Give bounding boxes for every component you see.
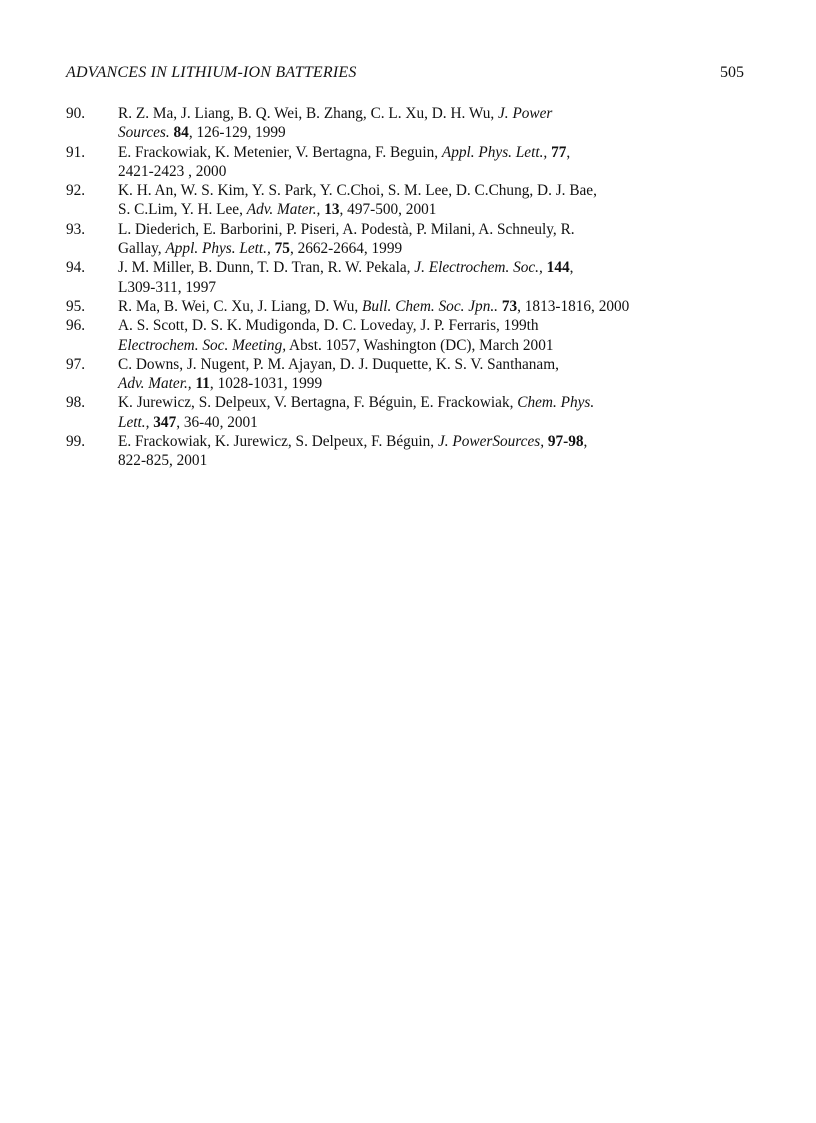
reference-line bbox=[118, 451, 744, 470]
journal-title: Lett., bbox=[118, 413, 150, 431]
reference-list bbox=[66, 104, 744, 471]
reference-text bbox=[118, 432, 744, 471]
citation-segment: A. S. Scott, D. S. K. Mudigonda, D. C. Loveday, J. P. Ferraris, 199th bbox=[118, 317, 539, 335]
reference-line bbox=[118, 143, 744, 162]
reference-line bbox=[118, 104, 744, 123]
citation-segment: L. Diederich, E. Barborini, P. Piseri, A. Podestà, P. Milani, A. Schneuly, R. bbox=[118, 220, 575, 238]
reference-item bbox=[66, 316, 744, 355]
reference-item bbox=[66, 432, 744, 471]
journal-title: Adv. Mater., bbox=[246, 201, 321, 219]
citation-segment: R. Ma, B. Wei, C. Xu, J. Liang, D. Wu, bbox=[118, 297, 363, 315]
reference-line bbox=[118, 355, 744, 374]
journal-title: Appl. Phys. Lett., bbox=[441, 143, 548, 161]
citation-segment: Gallay, bbox=[118, 240, 166, 258]
citation-segment: , 36-40, 2001 bbox=[176, 413, 258, 431]
reference-line bbox=[118, 258, 744, 277]
reference-text bbox=[118, 316, 744, 355]
journal-title: J. Electrochem. Soc., bbox=[414, 259, 543, 277]
reference-line bbox=[118, 239, 744, 258]
citation-segment: , 497-500, 2001 bbox=[339, 201, 437, 219]
reference-number: 91. bbox=[66, 143, 86, 161]
reference-line bbox=[118, 374, 744, 393]
journal-title: Electrochem. Soc. Meeting, bbox=[118, 336, 287, 354]
volume-number: 144 bbox=[546, 259, 570, 277]
reference-number: 93. bbox=[66, 220, 86, 238]
journal-title: Appl. Phys. Lett., bbox=[165, 240, 271, 258]
citation-segment: R. Z. Ma, J. Liang, B. Q. Wei, B. Zhang, C. L. Xu, D. H. Wu, bbox=[118, 105, 498, 122]
reference-line bbox=[118, 393, 744, 412]
citation-segment: , 1813-1816, 2000 bbox=[517, 297, 630, 315]
journal-title: Chem. Phys. bbox=[517, 394, 595, 412]
reference-line bbox=[118, 200, 744, 219]
reference-line bbox=[118, 413, 744, 432]
citation-segment: , 1028-1031, 1999 bbox=[209, 375, 323, 393]
citation-segment: , bbox=[569, 259, 574, 277]
reference-number: 92. bbox=[66, 182, 86, 200]
reference-number: 94. bbox=[66, 259, 86, 277]
citation-segment: L309-311, 1997 bbox=[118, 278, 217, 296]
citation-segment: 822-825, 2001 bbox=[118, 452, 208, 470]
reference-line bbox=[118, 297, 744, 316]
reference-number: 99. bbox=[66, 433, 86, 451]
citation-segment: E. Frackowiak, K. Metenier, V. Bertagna, F. Beguin, bbox=[118, 143, 442, 161]
journal-title: J. PowerSources, bbox=[437, 433, 545, 451]
reference-line bbox=[118, 123, 744, 142]
journal-title: Adv. Mater., bbox=[118, 375, 192, 393]
reference-number: 96. bbox=[66, 317, 86, 335]
page-number: 505 bbox=[720, 64, 744, 81]
reference-line bbox=[118, 336, 744, 355]
reference-line bbox=[118, 181, 744, 200]
volume-number: 97-98 bbox=[547, 433, 584, 451]
citation-segment: , 126-129, 1999 bbox=[188, 124, 286, 142]
citation-segment: S. C.Lim, Y. H. Lee, bbox=[118, 201, 247, 219]
volume-number: 347 bbox=[153, 413, 177, 431]
volume-number: 75 bbox=[274, 240, 290, 258]
citation-segment: K. Jurewicz, S. Delpeux, V. Bertagna, F. Béguin, E. Frackowiak, bbox=[118, 394, 518, 412]
reference-text bbox=[118, 220, 744, 259]
citation-segment: J. M. Miller, B. Dunn, T. D. Tran, R. W. Pekala, bbox=[118, 259, 415, 277]
journal-title: Sources. bbox=[118, 124, 170, 142]
reference-number: 97. bbox=[66, 355, 86, 373]
reference-line bbox=[118, 316, 744, 335]
reference-text bbox=[118, 297, 744, 316]
reference-text bbox=[118, 104, 744, 143]
reference-text bbox=[118, 181, 744, 220]
reference-item bbox=[66, 258, 744, 297]
citation-segment: C. Downs, J. Nugent, P. M. Ajayan, D. J. Duquette, K. S. V. Santhanam, bbox=[118, 355, 559, 373]
citation-segment: Abst. 1057, Washington (DC), March 2001 bbox=[286, 336, 554, 354]
reference-item bbox=[66, 297, 744, 316]
reference-line bbox=[118, 162, 744, 181]
volume-number: 73 bbox=[501, 297, 518, 315]
citation-segment: , bbox=[583, 433, 588, 451]
reference-text bbox=[118, 393, 744, 432]
reference-item bbox=[66, 143, 744, 182]
reference-item bbox=[66, 104, 744, 143]
journal-title: Bull. Chem. Soc. Jpn.. bbox=[362, 297, 498, 315]
running-header bbox=[66, 63, 744, 83]
reference-text bbox=[118, 258, 744, 297]
citation-segment: , 2662-2664, 1999 bbox=[289, 240, 403, 258]
reference-line bbox=[118, 278, 744, 297]
citation-segment: 2421-2423 , 2000 bbox=[118, 162, 227, 180]
reference-item bbox=[66, 181, 744, 220]
citation-segment: K. H. An, W. S. Kim, Y. S. Park, Y. C.Choi, S. M. Lee, D. C.Chung, D. J. Bae, bbox=[118, 182, 597, 200]
journal-title: J. Power bbox=[498, 105, 553, 122]
volume-number: 11 bbox=[195, 375, 210, 393]
citation-segment: E. Frackowiak, K. Jurewicz, S. Delpeux, F. Béguin, bbox=[118, 433, 438, 451]
reference-item bbox=[66, 355, 744, 394]
volume-number: 13 bbox=[324, 201, 340, 219]
reference-number: 98. bbox=[66, 394, 86, 412]
running-title: ADVANCES IN LITHIUM-ION BATTERIES bbox=[66, 64, 357, 81]
volume-number: 77 bbox=[551, 143, 567, 161]
volume-number: 84 bbox=[173, 124, 189, 142]
reference-text bbox=[118, 143, 744, 182]
reference-item bbox=[66, 220, 744, 259]
reference-line bbox=[118, 432, 744, 451]
citation-segment: , bbox=[566, 143, 571, 161]
reference-number: 90. bbox=[66, 105, 86, 122]
reference-line bbox=[118, 220, 744, 239]
reference-text bbox=[118, 355, 744, 394]
reference-item bbox=[66, 393, 744, 432]
reference-number: 95. bbox=[66, 297, 86, 315]
